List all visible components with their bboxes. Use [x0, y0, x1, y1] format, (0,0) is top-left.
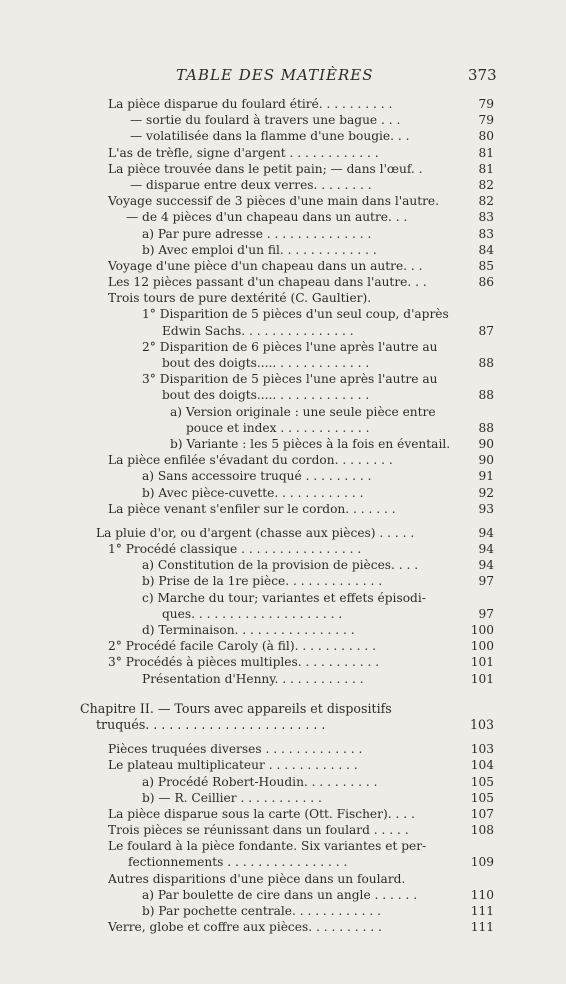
entry-title: a) Sans accessoire truqué . . . . . . . . .: [142, 469, 372, 484]
entry-page: 83: [478, 226, 494, 241]
toc-entry: [0, 606, 566, 622]
toc-entry: [0, 854, 566, 870]
toc-entry: [0, 757, 566, 773]
toc-entry: [0, 112, 566, 128]
toc-entry: [0, 339, 566, 355]
entry-title: a) Par pure adresse . . . . . . . . . . . . . .: [142, 226, 372, 241]
entry-page: 85: [478, 258, 494, 273]
toc-entry: [0, 193, 566, 209]
entry-page: 91: [478, 469, 494, 484]
entry-page: 97: [478, 574, 494, 589]
entry-page: 101: [470, 655, 494, 670]
entry-page: 110: [470, 887, 494, 902]
entry-title: Voyage d'une pièce d'un chapeau dans un autre. . .: [108, 258, 423, 273]
entry-page: 79: [478, 113, 494, 128]
toc-entry: [0, 306, 566, 322]
entry-title: Pièces truquées diverses . . . . . . . . . . . . .: [108, 742, 363, 757]
entry-page: 86: [478, 275, 494, 290]
entry-page: 82: [478, 177, 494, 192]
entry-title: 3° Disparition de 5 pièces l'une après l'autre au: [142, 372, 438, 387]
toc-entry: [0, 161, 566, 177]
toc-entry: [0, 741, 566, 757]
entry-title: Le plateau multiplicateur . . . . . . . . . . . .: [108, 758, 358, 773]
entry-page: 92: [478, 485, 494, 500]
entry-page: 105: [470, 774, 494, 789]
entry-page: 82: [478, 194, 494, 209]
entry-title: 1° Disparition de 5 pièces d'un seul coup, d'après: [142, 307, 449, 322]
toc-entry: [0, 323, 566, 339]
toc-entry: [0, 774, 566, 790]
entry-page: 88: [478, 388, 494, 403]
entry-title: b) — R. Ceillier . . . . . . . . . . .: [142, 790, 322, 805]
entry-title: b) Par pochette centrale. . . . . . . . . . . .: [142, 904, 382, 918]
entry-page: 94: [478, 558, 494, 573]
toc-entry: [0, 242, 566, 258]
entry-title: b) Avec emploi d'un fil. . . . . . . . . . . . .: [142, 242, 377, 257]
entry-title: La pièce disparue du foulard étiré. . . . . . . . . .: [108, 97, 393, 111]
toc-entry: [0, 638, 566, 654]
toc-entry: [0, 822, 566, 838]
entry-page: 100: [470, 623, 494, 637]
entry-page: 101: [470, 671, 494, 686]
entry-title: d) Terminaison. . . . . . . . . . . . . . . .: [142, 623, 355, 637]
entry-page: 84: [478, 242, 494, 257]
toc-entry: [0, 485, 566, 501]
entry-page: 104: [470, 758, 494, 773]
entry-page: 105: [470, 790, 494, 805]
toc-entry: [0, 387, 566, 403]
entry-title: b) Prise de la 1re pièce. . . . . . . . . . . . .: [142, 574, 383, 589]
entry-page: 111: [470, 920, 494, 935]
entry-title: L'as de trèfle, signe d'argent . . . . . . . . . . . .: [108, 145, 379, 160]
entry-title: c) Marche du tour; variantes et effets épisodi-: [142, 590, 426, 605]
entry-title: — volatilisée dans la flamme d'une bougie. . .: [130, 129, 410, 144]
entry-title: — de 4 pièces d'un chapeau dans un autre. . .: [126, 210, 408, 225]
toc-entry: [0, 145, 566, 161]
entry-title: La pluie d'or, ou d'argent (chasse aux pièces) . . . . .: [96, 525, 415, 540]
entry-title: fectionnements . . . . . . . . . . . . . . . .: [128, 855, 348, 870]
entry-page: 103: [470, 742, 494, 757]
entry-title: Présentation d'Henny. . . . . . . . . . . .: [142, 671, 364, 686]
entry-title: 2° Disparition de 6 pièces l'une après l'autre au: [142, 339, 438, 354]
toc-entry: [0, 355, 566, 371]
entry-title: bout des doigts..... . . . . . . . . . . . .: [162, 388, 370, 403]
entry-page: 88: [478, 356, 494, 370]
entry-title: a) Version originale : une seule pièce entre: [170, 404, 436, 419]
entry-page: 80: [478, 129, 494, 144]
toc-entry: [0, 468, 566, 484]
entry-page: 87: [478, 323, 494, 338]
entry-title: a) Constitution de la provision de pièces. . . .: [142, 558, 419, 573]
entry-title: 1° Procédé classique . . . . . . . . . . . . . . . .: [108, 542, 362, 557]
entry-title: b) Variante : les 5 pièces à la fois en éventail.: [170, 436, 451, 451]
toc-entry: [0, 654, 566, 670]
toc-entry: [0, 258, 566, 274]
toc-entry: [0, 622, 566, 638]
entry-title: La pièce enfilée s'évadant du cordon. . . . . . . .: [108, 453, 393, 468]
entry-title: Verre, globe et coffre aux pièces. . . . . . . . . .: [108, 920, 382, 935]
entry-title: La pièce disparue sous la carte (Ott. Fischer). . . .: [108, 806, 415, 821]
entry-page: 93: [478, 501, 494, 516]
toc-entry: [0, 420, 566, 436]
toc-entry: [0, 274, 566, 290]
entry-page: 90: [478, 436, 494, 451]
entry-title: La pièce venant s'enfiler sur le cordon. . . . . . .: [108, 501, 396, 516]
page-header: [0, 66, 566, 88]
entry-page: 94: [478, 525, 494, 540]
toc-entry: [0, 838, 566, 854]
toc-entry: [0, 226, 566, 242]
toc-entry: [0, 806, 566, 822]
toc-entry: [0, 177, 566, 193]
entry-title: Les 12 pièces passant d'un chapeau dans l'autre. . .: [108, 275, 427, 290]
table-of-contents: [0, 96, 566, 935]
toc-entry: [0, 573, 566, 589]
entry-title: b) Avec pièce-cuvette. . . . . . . . . . . .: [142, 485, 364, 500]
entry-title: truqués. . . . . . . . . . . . . . . . . . . . . . .: [96, 716, 326, 732]
toc-entry: [0, 290, 566, 306]
entry-title: ques. . . . . . . . . . . . . . . . . . . .: [162, 606, 343, 621]
toc-entry: [0, 128, 566, 144]
chapter-heading-row: [0, 717, 566, 733]
page-number: 373: [468, 66, 497, 84]
entry-page: 109: [470, 855, 494, 870]
toc-entry: [0, 590, 566, 606]
entry-page: 81: [478, 161, 494, 176]
toc-entry: [0, 671, 566, 687]
toc-entry: [0, 96, 566, 112]
entry-title: Le foulard à la pièce fondante. Six variantes et per-: [108, 839, 427, 854]
entry-title: 3° Procédés à pièces multiples. . . . . . . . . . .: [108, 655, 380, 670]
toc-entry: [0, 557, 566, 573]
toc-entry: [0, 436, 566, 452]
entry-page: 88: [478, 420, 494, 435]
entry-title: a) Par boulette de cire dans un angle . . . . . .: [142, 887, 418, 902]
toc-entry: [0, 541, 566, 557]
entry-title: 2° Procédé facile Caroly (à fil). . . . . . . . . . .: [108, 639, 376, 654]
entry-title: — sortie du foulard à travers une bague . . .: [130, 113, 401, 128]
toc-entry: [0, 887, 566, 903]
toc-entry: [0, 404, 566, 420]
entry-title: Autres disparitions d'une pièce dans un foulard.: [108, 871, 406, 886]
toc-entry: [0, 871, 566, 887]
toc-entry: [0, 790, 566, 806]
entry-title: Chapitre II. — Tours avec appareils et dispositifs: [80, 700, 392, 716]
entry-page: 81: [478, 145, 494, 160]
entry-title: bout des doigts..... . . . . . . . . . . . .: [162, 356, 370, 370]
entry-page: 90: [478, 453, 494, 468]
toc-entry: [0, 209, 566, 225]
entry-title: a) Procédé Robert-Houdin. . . . . . . . . .: [142, 774, 378, 789]
toc-entry: [0, 919, 566, 935]
entry-page: 107: [470, 806, 494, 821]
toc-entry: [0, 525, 566, 541]
chapter-heading-row: [0, 701, 566, 717]
entry-page: 103: [469, 716, 494, 732]
entry-page: 94: [478, 542, 494, 557]
entry-title: Trois tours de pure dextérité (C. Gaultier).: [108, 291, 372, 306]
running-title: TABLE DES MATIÈRES: [176, 66, 374, 84]
entry-title: Edwin Sachs. . . . . . . . . . . . . . .: [162, 323, 354, 338]
entry-page: 97: [478, 606, 494, 621]
toc-entry: [0, 452, 566, 468]
entry-title: pouce et index . . . . . . . . . . . .: [186, 420, 370, 435]
entry-title: Voyage successif de 3 pièces d'une main dans l'autre.: [108, 194, 440, 209]
toc-entry: [0, 903, 566, 919]
entry-title: Trois pièces se réunissant dans un foulard . . . . .: [108, 823, 409, 838]
toc-entry: [0, 371, 566, 387]
toc-entry: [0, 501, 566, 517]
entry-page: 83: [478, 210, 494, 225]
entry-page: 79: [478, 97, 494, 111]
entry-title: La pièce trouvée dans le petit pain; — dans l'œuf. .: [108, 161, 423, 176]
entry-page: 100: [470, 639, 494, 654]
entry-page: 111: [470, 904, 494, 918]
entry-page: 108: [470, 823, 494, 838]
entry-title: — disparue entre deux verres. . . . . . . .: [130, 177, 372, 192]
